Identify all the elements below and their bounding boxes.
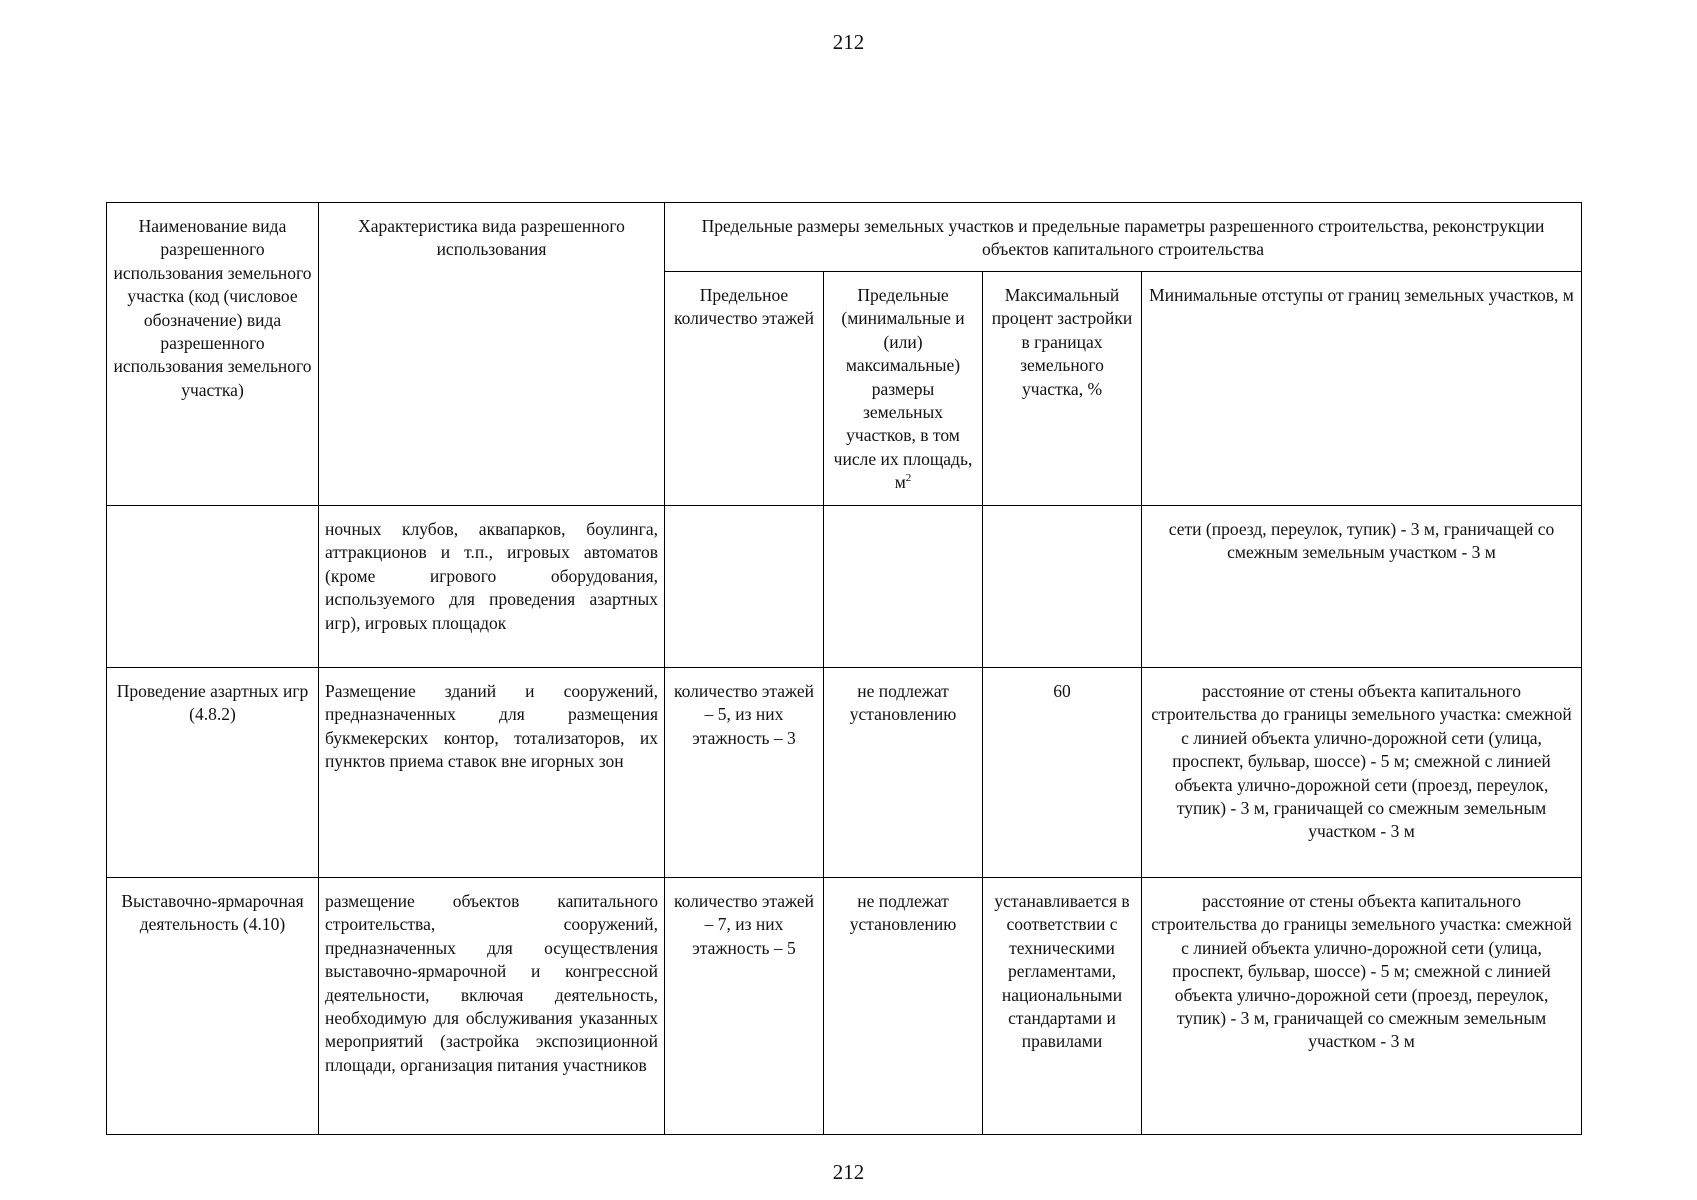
table-row [107,878,1582,1135]
header-max-percent: Максимальный процент застройки в границах земельного участка, % [983,272,1142,506]
percent-cell [983,506,1142,668]
percent-cell: 60 [983,668,1142,878]
setback-cell: сети (проезд, переулок, тупик) - 3 м, граничащей со смежным земельным участком - 3 м [1142,506,1582,668]
use-name-cell: Выставочно-ярмарочная деятельность (4.10) [107,878,319,1135]
floors-cell [665,506,824,668]
use-description-cell: размещение объектов капитального строительства, сооружений, предназначенных для осуществления выставочно-ярмарочной и конгрессной деятельности, включая деятельность, необходимую для обслуживания указанных мероприятий (застройка экспозиционной площади, организация питания участников [319,878,665,1135]
percent-cell: устанавливается в соответствии с техническими регламентами, национальными стандартами и правилами [983,878,1142,1135]
header-plot-size-text: Предельные (минимальные и (или) максимальные) размеры земельных участков, в том числе их площадь, м [833,285,973,493]
land-use-table [106,202,1582,1135]
page-number-top: 212 [832,30,865,54]
use-description-cell: ночных клубов, аквапарков, боулинга, аттракционов и т.п., игровых автоматов (кроме игрового оборудования, используемого для проведения азартных игр), игровых площадок [319,506,665,668]
setback-cell: расстояние от стены объекта капитального строительства до границы земельного участка: смежной с линией объекта улично-дорожной сети (улица, проспект, бульвар, шоссе) - 5 м; смежной с линией объекта улично-дорожной сети (проезд, переулок, тупик) - 3 м, граничащей со смежным земельным участком - 3 м [1142,668,1582,878]
header-limits-group: Предельные размеры земельных участков и предельные параметры разрешенного строительства, реконструкции объектов капитального строительства [665,203,1582,272]
plot-size-cell: не подлежат установлению [824,668,983,878]
table-row [107,668,1582,878]
header-plot-size [824,272,983,506]
header-max-floors: Предельное количество этажей [665,272,824,506]
floors-cell: количество этажей – 7, из них этажность – 5 [665,878,824,1135]
header-use-description: Характеристика вида разрешенного использования [319,203,665,506]
header-use-name: Наименование вида разрешенного использования земельного участка (код (числовое обозначение) вида разрешенного использования земельного участка) [107,203,319,506]
floors-cell: количество этажей – 5, из них этажность – 3 [665,668,824,878]
setback-cell: расстояние от стены объекта капитального строительства до границы земельного участка: смежной с линией объекта улично-дорожной сети (улица, проспект, бульвар, шоссе) - 5 м; смежной с линией объекта улично-дорожной сети (проезд, переулок, тупик) - 3 м, граничащей со смежным земельным участком - 3 м [1142,878,1582,1135]
use-name-cell: Проведение азартных игр (4.8.2) [107,668,319,878]
header-min-setbacks: Минимальные отступы от границ земельных участков, м [1142,272,1582,506]
header-row-1 [107,203,1582,272]
use-description-cell: Размещение зданий и сооружений, предназначенных для размещения букмекерских контор, тотализаторов, их пунктов приема ставок вне игорных зон [319,668,665,878]
page-number-bottom: 212 [832,1160,865,1184]
header-plot-size-sup: 2 [905,472,912,485]
plot-size-cell [824,506,983,668]
plot-size-cell: не подлежат установлению [824,878,983,1135]
use-name-cell [107,506,319,668]
table-row [107,506,1582,668]
